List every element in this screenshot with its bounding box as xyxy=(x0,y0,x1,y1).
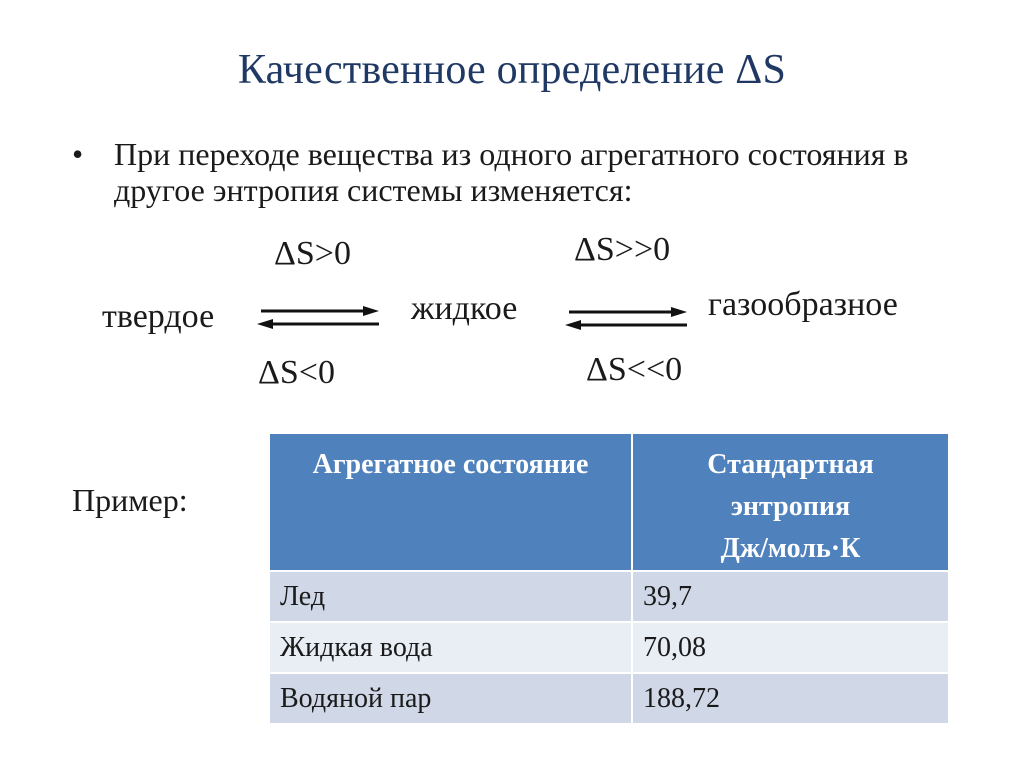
cell-entropy: 70,08 xyxy=(632,622,949,673)
cell-state: Жидкая вода xyxy=(269,622,632,673)
equilibrium-arrows-2 xyxy=(563,302,693,336)
table-row xyxy=(269,622,949,673)
delta-s-much-negative: ΔS<<0 xyxy=(586,351,683,388)
slide-title: Качественное определение ΔS xyxy=(237,47,787,93)
example-label: Пример: xyxy=(72,482,188,518)
entropy-table xyxy=(268,432,950,725)
state-liquid: жидкое xyxy=(411,290,518,327)
table-row xyxy=(269,673,949,724)
delta-s-much-positive: ΔS>>0 xyxy=(574,231,671,268)
delta-s-negative: ΔS<0 xyxy=(258,354,335,391)
bullet-marker: • xyxy=(72,136,84,172)
table-header-row xyxy=(269,433,949,571)
state-solid: твердое xyxy=(102,298,215,335)
header-entropy-units: Дж/моль·К xyxy=(720,533,861,564)
equilibrium-arrows-1 xyxy=(255,300,385,334)
delta-s-positive: ΔS>0 xyxy=(274,235,351,272)
cell-state: Водяной пар xyxy=(269,673,632,724)
cell-entropy: 39,7 xyxy=(632,571,949,622)
header-entropy-title: Стандартная энтропия xyxy=(707,449,874,522)
cell-state: Лед xyxy=(269,571,632,622)
header-standard-entropy xyxy=(632,433,949,571)
table-row xyxy=(269,571,949,622)
state-gas: газообразное xyxy=(708,286,898,323)
header-aggregate-state: Агрегатное состояние xyxy=(269,433,632,571)
bullet-text: При переходе вещества из одного агрегатного состояния в другое энтропия системы изменяется: xyxy=(114,136,909,208)
cell-entropy: 188,72 xyxy=(632,673,949,724)
